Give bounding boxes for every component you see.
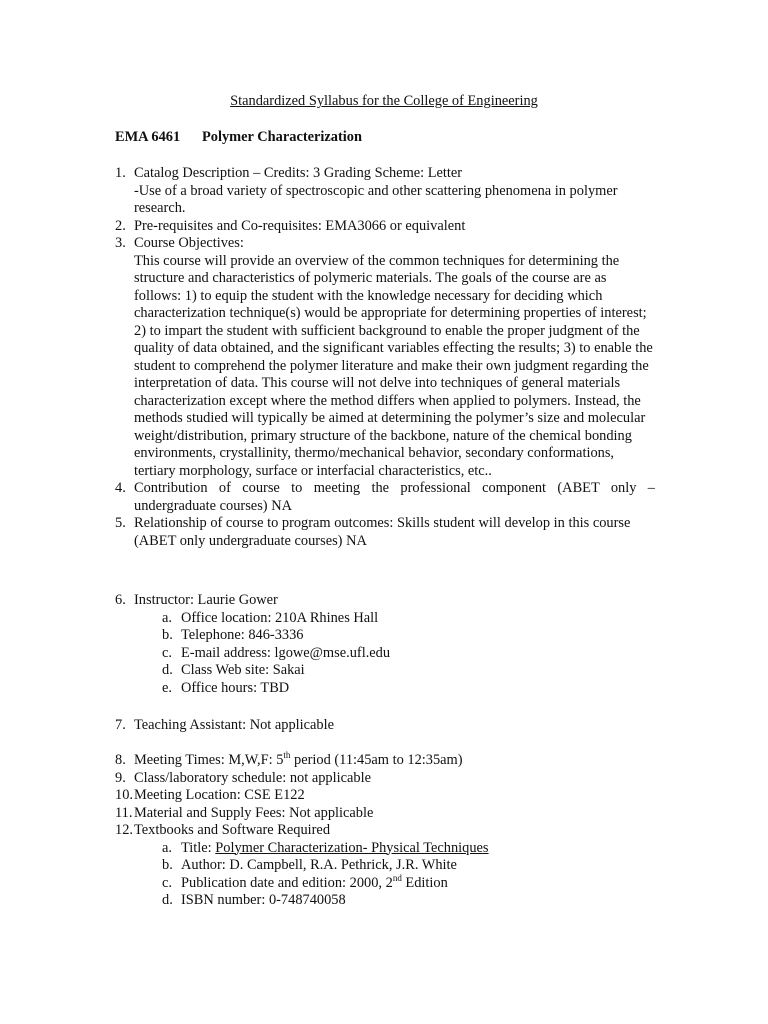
instructor-detail <box>115 627 655 645</box>
item-number: 4. <box>115 480 126 496</box>
course-heading <box>115 129 362 147</box>
item-number: 6. <box>115 592 126 608</box>
item-prerequisites <box>115 218 655 236</box>
course-name: Polymer Characterization <box>202 129 362 145</box>
item-text: Pre-requisites and Co-requisites: EMA3066 or equivalent <box>134 217 466 234</box>
item-meeting-location <box>115 787 655 805</box>
textbook-detail <box>115 892 655 910</box>
sub-letter: d. <box>162 892 173 908</box>
item-number: 10. <box>115 787 133 803</box>
edition-pre: Publication date and edition: 2000, 2 <box>181 874 393 891</box>
sub-letter: a. <box>162 839 172 856</box>
instructor-detail <box>115 680 655 698</box>
item-text: Contribution of course to meeting the professional component (ABET only – undergraduate courses) NA <box>134 480 655 514</box>
item-program-outcomes <box>115 515 655 550</box>
sub-letter: d. <box>162 662 173 678</box>
instructor-detail <box>115 610 655 628</box>
office-location: Office location: 210A Rhines Hall <box>181 609 379 626</box>
textbook-detail <box>115 857 655 875</box>
item-number: 5. <box>115 515 126 531</box>
item-catalog-description <box>115 165 655 218</box>
item-material-fees <box>115 805 655 823</box>
sub-letter: b. <box>162 857 173 873</box>
syllabus-items-1-5 <box>115 165 655 550</box>
sub-letter: b. <box>162 627 173 643</box>
edition-post: Edition <box>401 874 448 891</box>
item-textbooks <box>115 822 655 840</box>
textbook-isbn: ISBN number: 0-748740058 <box>181 892 346 908</box>
course-code: EMA 6461 <box>115 129 181 145</box>
item-meeting-times <box>115 752 655 770</box>
meeting-times-post: period (11:45am to 12:35am) <box>290 752 463 768</box>
email-address: E-mail address: lgowe@mse.ufl.edu <box>181 644 391 661</box>
item-number: 2. <box>115 217 126 234</box>
item-text: Catalog Description – Credits: 3 Grading Scheme: Letter <box>134 165 463 181</box>
sub-letter: e. <box>162 679 172 696</box>
item-professional-component <box>115 480 655 515</box>
teaching-assistant-section <box>115 717 655 735</box>
item-number: 9. <box>115 769 126 786</box>
meeting-times-pre: Meeting Times: M,W,F: 5 <box>134 752 284 768</box>
item-number: 12. <box>115 822 133 838</box>
textbook-author: Author: D. Campbell, R.A. Pethrick, J.R. White <box>181 857 457 873</box>
instructor-section <box>115 592 655 697</box>
item-number: 1. <box>115 165 126 181</box>
item-text: Instructor: Laurie Gower <box>134 592 278 608</box>
office-hours: Office hours: TBD <box>181 679 290 696</box>
item-text: Material and Supply Fees: Not applicable <box>134 804 374 821</box>
item-course-objectives <box>115 235 655 480</box>
item-number: 8. <box>115 752 126 768</box>
item-text <box>134 752 655 770</box>
item-text: Textbooks and Software Required <box>134 822 331 838</box>
item-text: Relationship of course to program outcomes: Skills student will develop in this course (ABET only undergraduate courses) NA <box>134 515 631 549</box>
catalog-description-text: -Use of a broad variety of spectroscopic and other scattering phenomena in polymer research. <box>134 182 618 216</box>
sub-letter: c. <box>162 874 172 891</box>
sub-letter: c. <box>162 644 172 661</box>
item-class-schedule <box>115 770 655 788</box>
instructor-detail <box>115 662 655 680</box>
item-text: Course Objectives: <box>134 235 244 251</box>
textbook-detail <box>115 840 655 858</box>
sub-letter: a. <box>162 609 172 626</box>
item-number: 7. <box>115 717 126 733</box>
item-number: 11. <box>115 804 133 821</box>
ordinal-suffix: nd <box>392 872 402 883</box>
item-instructor <box>115 592 655 610</box>
course-objectives-body: This course will provide an overview of the common techniques for determining the structure and characteristics of polymeric materials. The goals of the course are as follows: 1) to equip the student with the knowledge necessary for deciding which characterization technique(s) would be appropriate for determining properties of interest; 2) to impart the student with sufficient background to enable the proper judgment of the quality of data obtained, and the significant variables effecting the results; 3) to enable the student to comprehend the polymer literature and make their own judgment regarding the interpretation of data. This course will not delve into techniques of general materials characterization except where the method differs when applied to polymers. Instead, the methods studied will typically be aimed at determining the polymer’s size and molecular weight/distribution, primary structure of the backbone, nature of the chemical bonding environments, crystallinity, thermo/mechanical behavior, secondary conformations, tertiary morphology, surface or interfacial characteristics, etc.. <box>134 252 653 479</box>
logistics-section <box>115 752 655 910</box>
item-number: 3. <box>115 235 126 251</box>
textbook-title <box>181 840 655 858</box>
page-title: Standardized Syllabus for the College of Engineering <box>230 93 538 109</box>
telephone: Telephone: 846-3336 <box>181 627 304 643</box>
textbook-detail <box>115 872 655 893</box>
instructor-detail <box>115 645 655 663</box>
textbook-title-value: Polymer Characterization- Physical Techniques <box>215 839 489 856</box>
textbook-edition <box>181 872 655 893</box>
item-text: Class/laboratory schedule: not applicable <box>134 769 371 786</box>
textbook-title-label: Title: <box>181 839 216 856</box>
item-text: Meeting Location: CSE E122 <box>134 787 305 803</box>
item-text: Teaching Assistant: Not applicable <box>134 717 335 733</box>
ordinal-suffix: th <box>283 750 291 761</box>
item-teaching-assistant <box>115 717 655 735</box>
class-web-site: Class Web site: Sakai <box>181 662 305 678</box>
